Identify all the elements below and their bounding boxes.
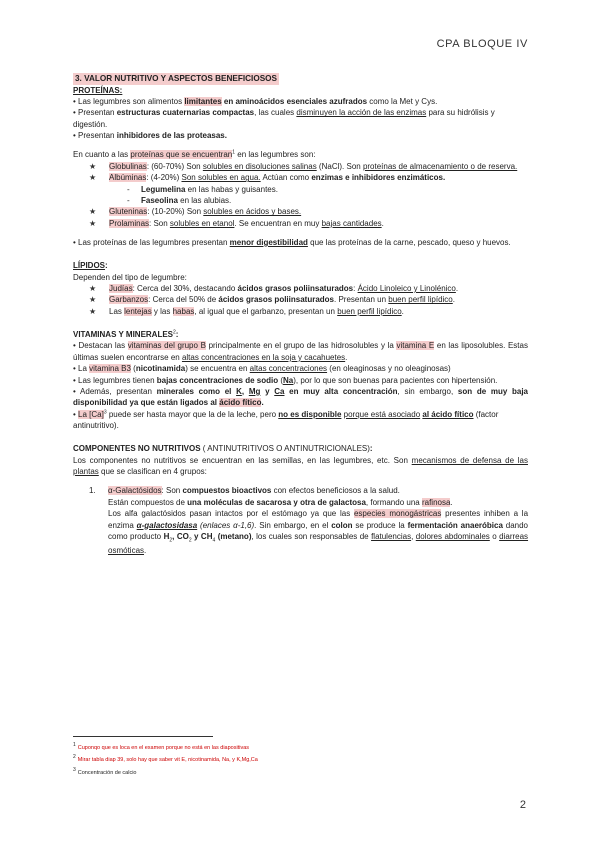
vitamins-bullet-4: • Además, presentan minerales como el K, Mg y Ca en muy alta concentración, sin embargo, son de muy baja disponibilidad ya que están ligados al ácido fítico. [73, 386, 529, 408]
footnote-3: $^3$ Concentración de calcio [73, 766, 137, 776]
page-content [73, 73, 528, 556]
list-item: - Faseolina en las alubias. [127, 195, 528, 206]
list-item: ★ Albúminas: (4-20%) Son solubles en agua. Actúan como enzimas e inhibidores enzimáticos. [89, 172, 528, 183]
list-item: 1. α-Galactósidos: Son compuestos bioactivos con efectos beneficiosos a la salud. Están compuestos de una moléculas de sacarosa y otra de galactosa, formando una rafinosa. Los alfa galactósidos pasan intactos por el estómago ya que las especies monogástricas presentes inhiben a la enzima α-galactosidasa (enlaces α-1,6). Sin embargo, en el colon se produce la fermentación anaeróbica dando como producto $H_2$, $CO_2$ y $CH_4$ (metano), los cuales son responsables de flatulencias, dolores abdominales o diarreas osmóticas. [89, 486, 529, 555]
non-nutritive-heading: COMPONENTES NO NUTRITIVOS [73, 444, 201, 454]
list-item: ★ Las lentejas y las habas, al igual que el garbanzo, presentan un buen perfil lipídico. [89, 306, 528, 317]
section-title-row [73, 73, 528, 85]
proteins-intro: En cuanto a las proteínas que se encuentran$^1$ en las legumbres son: [73, 149, 316, 160]
proteins-bullet-1: • Las legumbres son alimentos limitantes en aminoácidos esenciales azufrados como la Met y Cys. [73, 97, 438, 106]
protein-types-list [89, 161, 528, 184]
list-item: ★ Gluteninas: (10-20%) Son solubles en ácidos y bases. [89, 206, 528, 217]
vitamins-heading-row: VITAMINAS Y MINERALES$^2$: [73, 329, 179, 340]
list-item: ★ Garbanzos: Cerca del 50% de ácidos grasos poliinsaturados. Presentan un buen perfil lipídico. [89, 294, 528, 305]
lipids-heading-row: LÍPIDOS: [73, 261, 108, 271]
header-title: CPA BLOQUE IV [436, 38, 528, 50]
proteins-digestibility: • Las proteínas de las legumbres presentan menor digestibilidad que las proteínas de la carne, pescado, queso y huevos. [73, 237, 511, 247]
proteins-bullet-3: • Presentan inhibidores de las proteasas. [73, 131, 227, 141]
lipids-list [89, 283, 528, 317]
lipids-intro: Dependen del tipo de legumbre: [73, 272, 187, 282]
list-item: ★ Judías: Cerca del 30%, destacando ácidos grasos poliinsaturados: Ácido Linoleico y Linolénico. [89, 283, 528, 294]
page-number: 2 [519, 799, 526, 811]
section-title: 3. VALOR NUTRITIVO Y ASPECTOS BENEFICIOSOS [75, 74, 277, 83]
albumin-sublist [127, 184, 528, 207]
list-item: ★ Globulinas: (60-70%) Son solubles en disoluciones salinas (NaCl). Son proteínas de almacenamiento o de reserva. [89, 161, 528, 172]
vitamins-heading: VITAMINAS Y MINERALES [73, 330, 174, 340]
vitamins-bullet-2: • La vitamina B3 (nicotinamida) se encuentra en altas concentraciones (en oleaginosas y no oleaginosas) [73, 364, 451, 374]
vitamins-bullet-3: • Las legumbres tienen bajas concentraciones de sodio (Na), por lo que son buenas para pacientes con hipertensión. [73, 375, 498, 385]
list-item: - Legumelina en las habas y guisantes. [127, 184, 528, 195]
protein-types-list-2 [89, 206, 528, 229]
vitamins-bullet-5: • La $[Ca]^3$ puede ser hasta mayor que la de la leche, pero no es disponible porque está asociado al ácido fítico (factor antinutritivo). [73, 408, 499, 430]
footnote-divider [73, 736, 213, 737]
vitamins-bullet-1: • Destacan las vitaminas del grupo B principalmente en el grupo de las hidrosolubles y la vitamina E en las liposolubles. Estas últimas suelen encontrarse en altas concentraciones en la soja y cacahuetes. [73, 341, 528, 362]
footnotes [73, 736, 528, 778]
proteins-heading: PROTEÍNAS: [73, 85, 123, 95]
non-nutritive-intro: Los componentes no nutritivos se encuentran en las semillas, en las legumbres, etc. Son mecanismos de defensa de las plantas que se clasifican en 4 grupos: [73, 455, 528, 477]
non-nutritive-heading-row: COMPONENTES NO NUTRITIVOS ( ANTINUTRITIVOS O ANTINUTRICIONALES): [73, 444, 373, 454]
list-item: ★ Prolaminas: Son solubles en etanol. Se encuentran en muy bajas cantidades. [89, 218, 528, 229]
footnote-1: $^1$ Cuponqo que es loca en el examen porque no está en las diapositivas [73, 742, 250, 751]
footnote-2: $^2$ Mirar tabla diap 39, solo hay que saber vit E, nicotinamida, Na, y K,Mg,Ca [73, 754, 258, 764]
proteins-bullet-2: • Presentan estructuras cuaternarias compactas, las cuales disminuyen la acción de las enzimas para su hidrólisis y digestión. [73, 108, 495, 129]
lipids-heading: LÍPIDOS [73, 261, 106, 271]
